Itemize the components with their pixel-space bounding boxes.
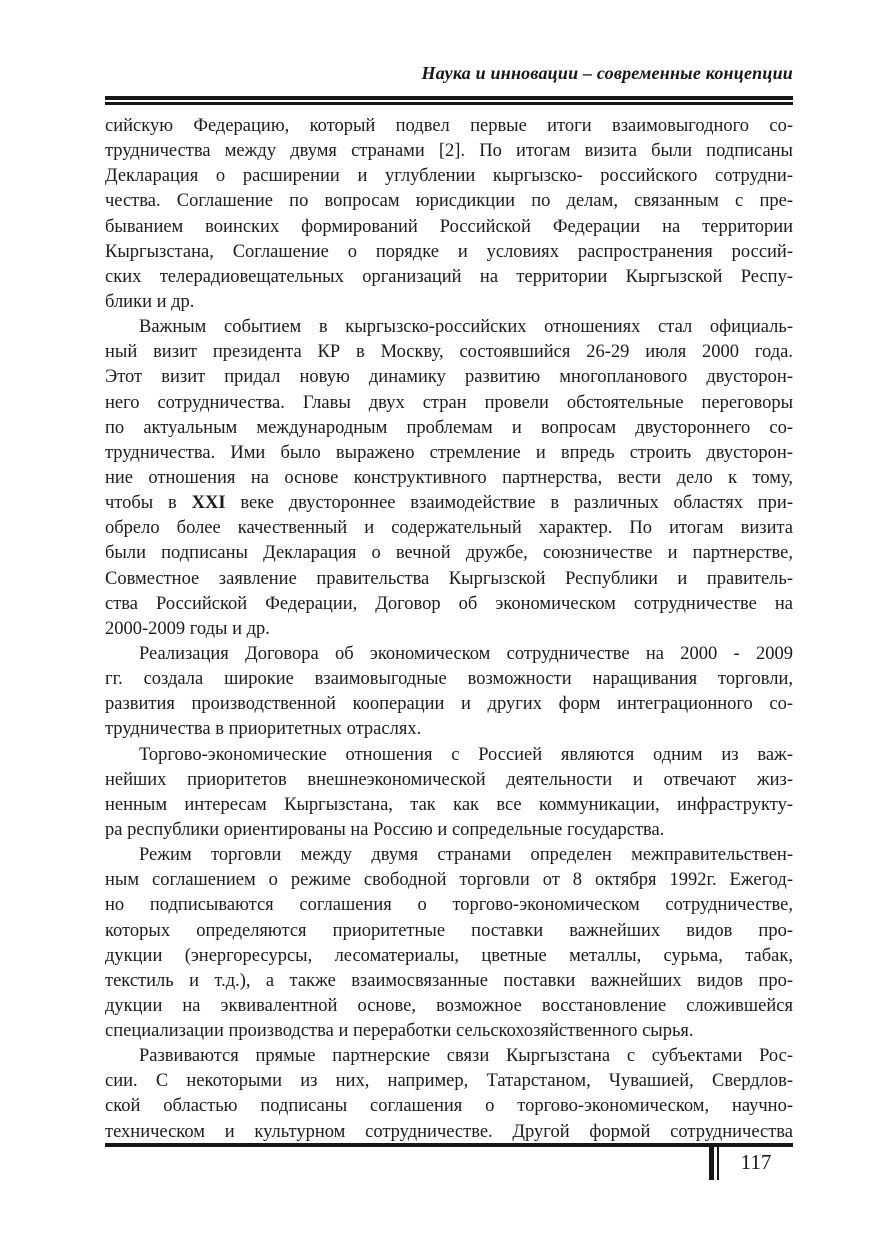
text-line: сийскую Федерацию, который подвел первые итоги взаимовыгодного со- (105, 116, 793, 136)
text-line: чтобы в XXI веке двустороннее взаимодействие в различных областях при- (105, 493, 793, 514)
text-line: Кыргызстана, Соглашение о порядке и условиях распространения россий- (105, 241, 793, 262)
text-line: Режим торговли между двумя странами определен межправительствен- (139, 845, 793, 866)
text-line: сии. С некоторыми из них, например, Татарстаном, Чувашией, Свердлов- (105, 1071, 793, 1092)
text-line: ненным интересам Кыргызстана, так как все коммуникации, инфраструкту- (105, 794, 793, 815)
footer-rule (105, 1143, 793, 1147)
header-rule (105, 96, 793, 105)
text-line: ра республики ориентированы на Россию и сопредельные государства. (105, 819, 665, 840)
running-head: Наука и инновации – современные концепции (421, 63, 793, 83)
text-line: быванием воинских формирований Российской Федерации на территории (105, 216, 793, 237)
text-line: Важным событием в кыргызско-российских отношениях стал официаль- (139, 317, 793, 338)
text-line: Совместное заявление правительства Кыргызской Республики и правитель- (105, 568, 793, 589)
text-line: Этот визит придал новую динамику развитию многопланового двусторон- (105, 367, 793, 388)
text-line: Развиваются прямые партнерские связи Кыргызстана с субъектами Рос- (139, 1046, 793, 1067)
paragraph (105, 315, 793, 642)
paragraph (105, 642, 793, 743)
text-line: техническом и культурном сотрудничестве. Другой формой сотрудничества (105, 1121, 793, 1142)
text-line: дукции (энергоресурсы, лесоматериалы, цветные металлы, сурьма, табак, (105, 945, 793, 966)
text-line: по актуальным международным проблемам и вопросам двустороннего со- (105, 417, 793, 438)
text-line: ным соглашением о режиме свободной торговли от 8 октября 1992г. Ежегод- (105, 870, 793, 891)
text-line: дукции на эквивалентной основе, возможное восстановление сложившейся (105, 995, 793, 1016)
text-line: трудничества между двумя странами [2]. По итогам визита были подписаны (105, 141, 793, 162)
text-line: развития производственной кооперации и других форм интеграционного со- (105, 694, 793, 715)
text-line: были подписаны Декларация о вечной дружбе, союзничестве и партнерстве, (105, 543, 793, 564)
text-line: блики и др. (105, 291, 195, 312)
text-line: чества. Соглашение по вопросам юрисдикции по делам, связанным с пре- (105, 191, 793, 212)
text-line: ный визит президента КР в Москву, состоявшийся 26-29 июля 2000 года. (105, 342, 793, 363)
text-line: нейших приоритетов внешнеэкономической деятельности и отвечают жиз- (105, 769, 793, 790)
text-line: ства Российской Федерации, Договор об экономическом сотрудничестве на (105, 593, 793, 614)
text-line: гг. создала широкие взаимовыгодные возможности наращивания торговли, (105, 669, 793, 690)
text-line: обрело более качественный и содержательный характер. По итогам визита (105, 518, 793, 539)
text-line: ских телерадиовещательных организаций на территории Кыргызской Респу- (105, 266, 793, 287)
page-number-bar-thick (709, 1147, 714, 1180)
page-number: 117 (740, 1150, 772, 1174)
text-line: но подписываются соглашения о торгово-экономическом сотрудничестве, (105, 895, 793, 916)
text-line: специализации производства и переработки сельскохозяйственного сырья. (105, 1021, 694, 1042)
text-line: ние отношения на основе конструктивного партнерства, вести дело к тому, (105, 467, 793, 488)
paragraph (105, 1044, 793, 1145)
page-number-group (709, 1147, 793, 1181)
paragraph (105, 843, 793, 1044)
text-line: трудничества в приоритетных отраслях. (105, 719, 422, 740)
text-line: 2000-2009 годы и др. (105, 618, 270, 639)
text-line: ской областью подписаны соглашения о торгово-экономическом, научно- (105, 1096, 793, 1117)
text-line: которых определяются приоритетные поставки важнейших видов про- (105, 920, 793, 941)
text-line: текстиль и т.д.), а также взаимосвязанные поставки важнейших видов про- (105, 970, 793, 991)
text-line: Реализация Договора об экономическом сотрудничестве на 2000 - 2009 (139, 643, 793, 664)
document-body (105, 114, 793, 1145)
text-line: трудничества. Ими было выражено стремление и впредь строить двусторон- (105, 442, 793, 463)
text-line: Торгово-экономические отношения с Россией являются одним из важ- (139, 744, 793, 765)
text-line: него сотрудничества. Главы двух стран провели обстоятельные переговоры (105, 392, 793, 413)
paragraph (105, 114, 793, 315)
paragraph (105, 743, 793, 844)
text-line: Декларация о расширении и углублении кыргызско- российского сотрудни- (105, 166, 793, 187)
